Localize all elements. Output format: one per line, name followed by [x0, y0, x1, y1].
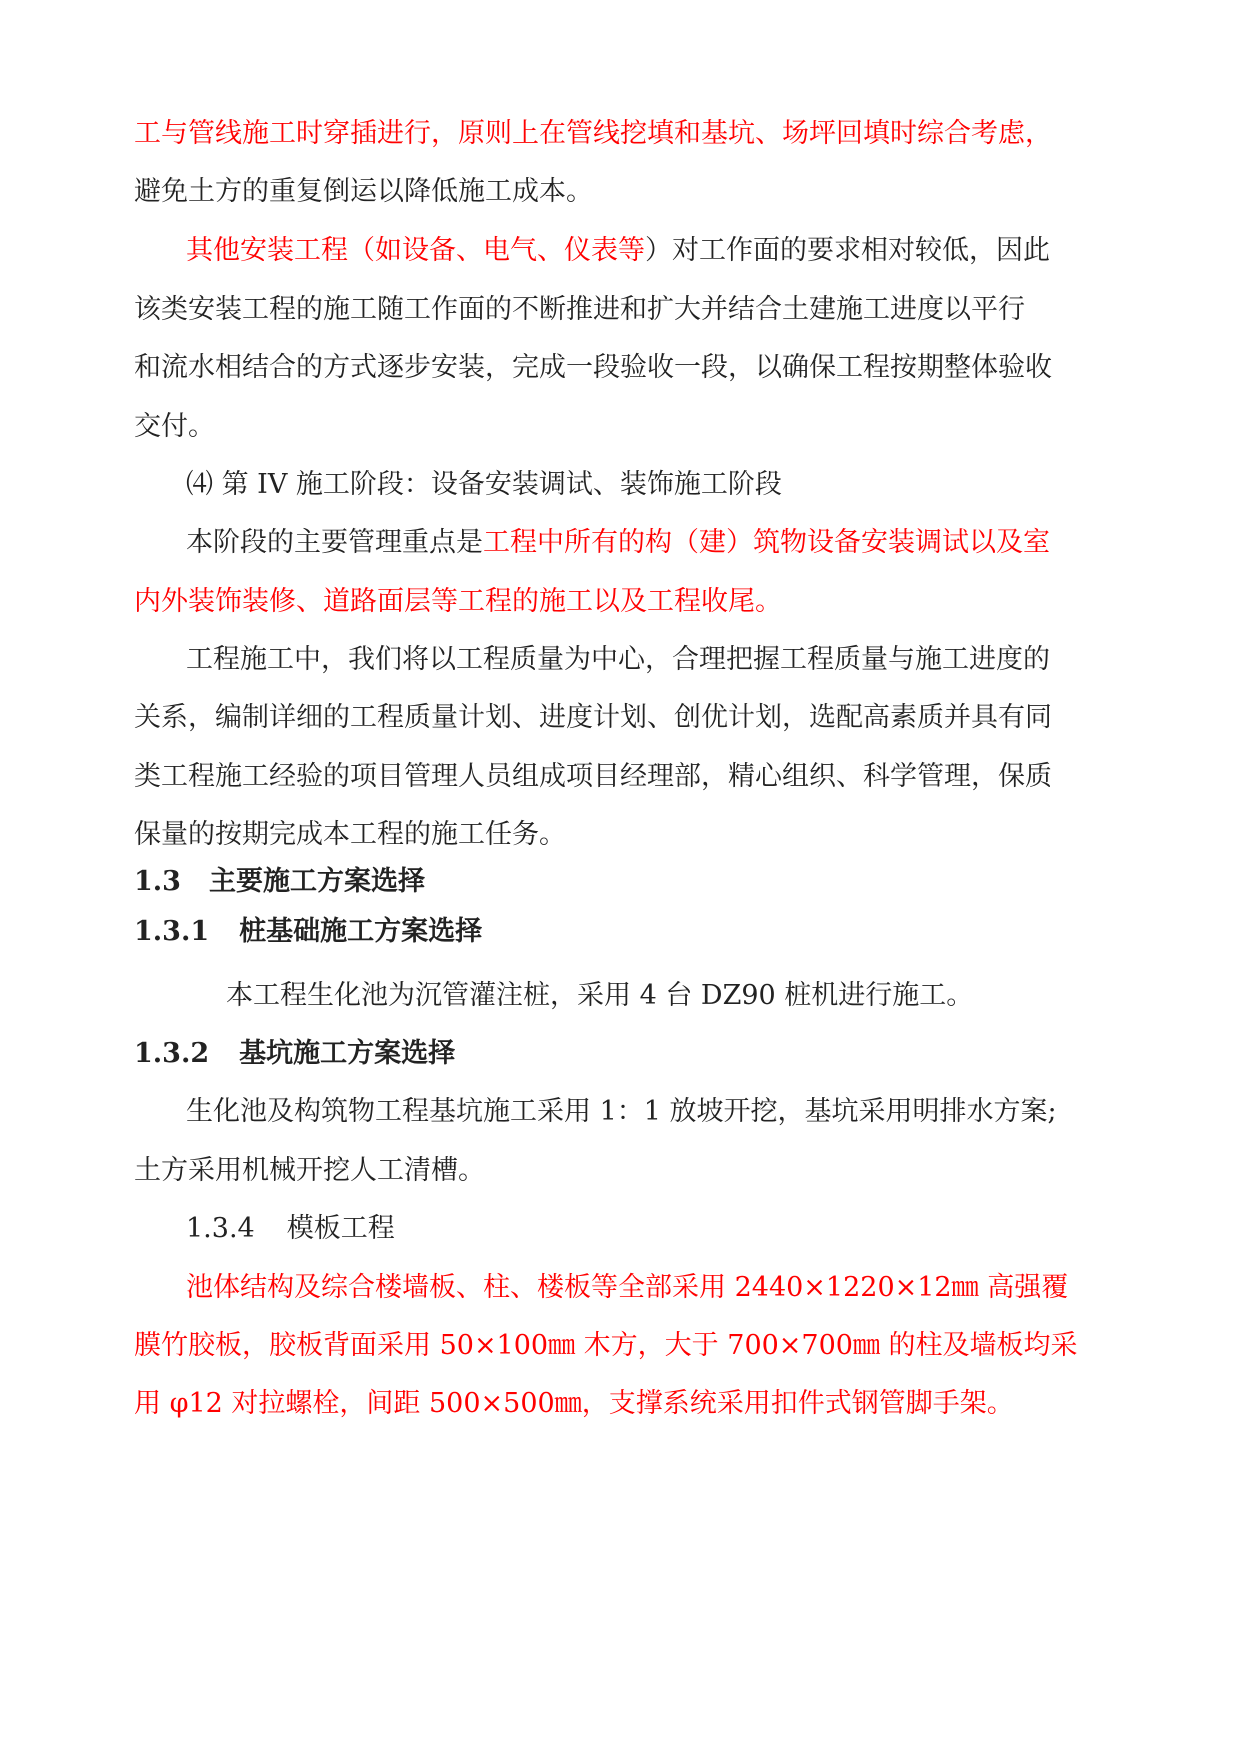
paragraph-2-highlight: 其他安装工程（如设备、电气、仪表等: [186, 235, 645, 266]
section-1-3-2-number: 1.3.2: [134, 1038, 210, 1069]
section-1-3-2-heading: [134, 1038, 455, 1070]
paragraph-3-line-1: [186, 527, 1050, 559]
section-1-3-4-line-1: 池体结构及综合楼墙板、柱、楼板等全部采用 2440×1220×12㎜ 高强覆: [186, 1272, 1069, 1303]
paragraph-1-line-2: 避免土方的重复倒运以降低施工成本。: [134, 176, 593, 207]
paragraph-2-line-3: 和流水相结合的方式逐步安装，完成一段验收一段，以确保工程按期整体验收: [134, 352, 1052, 383]
section-1-3-4-heading: [186, 1213, 395, 1245]
paragraph-3-lead: 本阶段的主要管理重点是: [186, 527, 483, 558]
section-1-3-4-line-2: 膜竹胶板，胶板背面采用 50×100㎜ 木方，大于 700×700㎜ 的柱及墙板均采: [134, 1330, 1078, 1361]
section-1-3-2-line-1: 生化池及构筑物工程基坑施工采用 1：1 放坡开挖，基坑采用明排水方案;: [186, 1096, 1057, 1127]
paragraph-2-line-1: [186, 235, 1050, 267]
section-1-3-heading: [134, 866, 425, 898]
section-1-3-1-body: 本工程生化池为沉管灌注桩，采用 4 台 DZ90 桩机进行施工。: [226, 980, 974, 1011]
paragraph-2-line-1-rest: ）对工作面的要求相对较低，因此: [645, 235, 1050, 266]
phase-4-heading: ⑷ 第 IV 施工阶段：设备安装调试、装饰施工阶段: [186, 469, 782, 500]
paragraph-4-line-3: 类工程施工经验的项目管理人员组成项目经理部，精心组织、科学管理，保质: [134, 761, 1052, 792]
paragraph-4-line-4: 保量的按期完成本工程的施工任务。: [134, 819, 566, 850]
section-1-3-1-heading: [134, 916, 482, 948]
paragraph-1-line-1: 工与管线施工时穿插进行，原则上在管线挖填和基坑、场坪回填时综合考虑，: [134, 118, 1052, 149]
paragraph-4-line-2: 关系，编制详细的工程质量计划、进度计划、创优计划，选配高素质并具有同: [134, 702, 1052, 733]
section-1-3-1-number: 1.3.1: [134, 916, 210, 947]
section-1-3-2-line-2: 土方采用机械开挖人工清槽。: [134, 1155, 485, 1186]
paragraph-3-line-2: 内外装饰装修、道路面层等工程的施工以及工程收尾。: [134, 586, 782, 617]
section-1-3-2-title: 基坑施工方案选择: [239, 1038, 456, 1069]
section-1-3-4-title: 模板工程: [286, 1213, 395, 1244]
section-1-3-4-number: 1.3.4: [186, 1213, 255, 1244]
paragraph-3-highlight: 工程中所有的构（建）筑物设备安装调试以及室: [483, 527, 1050, 558]
section-1-3-4-line-3: 用 φ12 对拉螺栓，间距 500×500㎜，支撑系统采用扣件式钢管脚手架。: [134, 1388, 1014, 1419]
section-1-3-title: 主要施工方案选择: [208, 866, 425, 897]
paragraph-2-line-2: 该类安装工程的施工随工作面的不断推进和扩大并结合土建施工进度以平行: [134, 294, 1025, 325]
paragraph-2-line-4: 交付。: [134, 411, 215, 442]
section-1-3-1-title: 桩基础施工方案选择: [239, 916, 483, 947]
section-1-3-number: 1.3: [134, 866, 181, 897]
paragraph-4-line-1: 工程施工中，我们将以工程质量为中心，合理把握工程质量与施工进度的: [186, 644, 1050, 675]
